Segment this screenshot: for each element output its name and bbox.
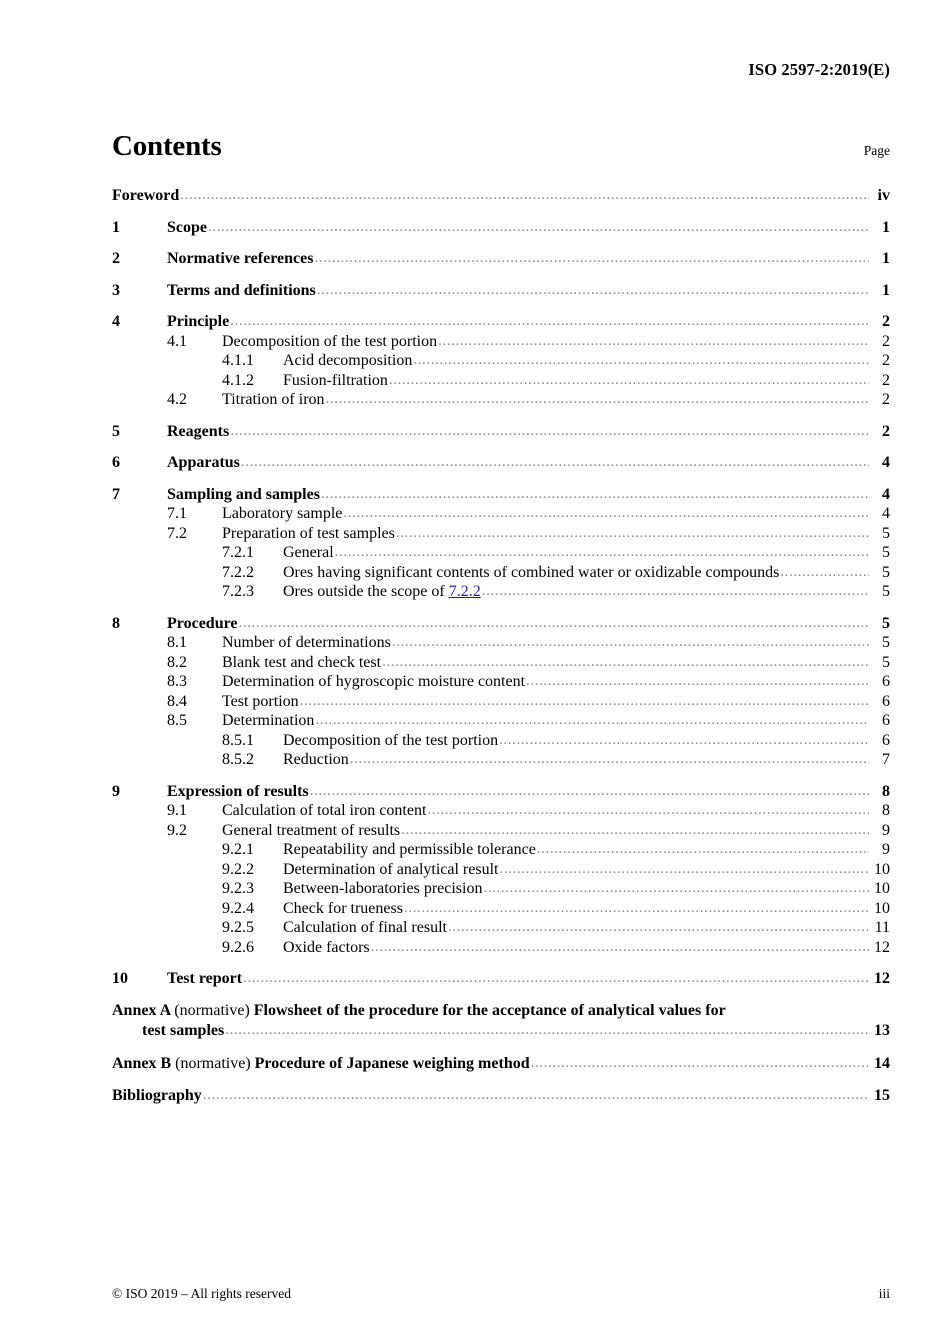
dot-leader (404, 901, 869, 916)
entry-number: 7.1 (167, 505, 187, 522)
entry-page-number: 7 (882, 751, 890, 768)
toc-entry-4-1-1[interactable] (112, 351, 890, 371)
entry-page-number: 1 (882, 281, 890, 299)
dot-leader (531, 1056, 869, 1071)
entry-page-number: 11 (874, 919, 890, 936)
entry-label: Preparation of test samples (222, 524, 395, 542)
page-title: Contents (112, 130, 222, 162)
entry-page-number: 9 (882, 821, 890, 839)
entry-page-number: 13 (874, 1022, 890, 1039)
dot-leader (499, 733, 869, 748)
entry-label: Apparatus (167, 454, 240, 471)
entry-page-number: 2 (882, 391, 890, 408)
toc-entry-8-2[interactable] (112, 653, 890, 673)
annex-a-title-line-2 (112, 1021, 890, 1042)
entry-number: 9.2 (167, 821, 187, 839)
dot-leader (321, 487, 869, 502)
entry-number: 8.5.2 (222, 751, 254, 768)
entry-number: 4.1.2 (222, 371, 254, 389)
entry-label: Decomposition of the test portion (283, 731, 499, 749)
toc-entry-4-1[interactable] (112, 332, 890, 352)
dot-leader (526, 674, 869, 689)
toc-entry-9-1[interactable] (112, 801, 890, 821)
entry-label: Determination of hygroscopic moisture content (222, 673, 526, 690)
entry-page-number: 2 (882, 371, 890, 389)
entry-page-number: 10 (874, 899, 890, 917)
annex-b-normative-tag: (normative) (175, 1054, 251, 1072)
toc-entry-8[interactable] (112, 614, 890, 634)
dot-leader (371, 940, 869, 955)
entry-page-number: 2 (882, 332, 890, 350)
entry-label: Principle (167, 313, 230, 330)
dot-leader (427, 803, 869, 818)
toc-entry-8-5-2[interactable] (112, 750, 890, 770)
entry-page-number: 6 (882, 731, 890, 749)
entry-number: 8.1 (167, 634, 187, 651)
annex-a-normative-tag: (normative) (174, 1001, 250, 1019)
entry-label: Number of determinations (222, 634, 391, 651)
entry-number: 2 (112, 250, 120, 267)
entry-page-number: 6 (882, 692, 890, 710)
toc-entry-5[interactable] (112, 422, 890, 442)
entry-number: 8.2 (167, 653, 187, 671)
copyright-notice: © ISO 2019 – All rights reserved (112, 1286, 291, 1301)
entry-label: Reagents (167, 422, 230, 440)
dot-leader (382, 655, 869, 670)
toc-entry-annex-b[interactable] (112, 1054, 890, 1075)
entry-number: 8.5.1 (222, 731, 254, 749)
entry-label: Reduction (283, 751, 349, 768)
entry-page-number: 10 (874, 880, 890, 897)
dot-leader (343, 506, 869, 521)
dot-leader (780, 565, 869, 580)
entry-page-number: 4 (882, 485, 890, 503)
toc-entry-8-5[interactable] (112, 711, 890, 731)
dot-leader (230, 314, 869, 329)
entry-page-number: 9 (882, 841, 890, 858)
entry-page-number: 1 (882, 218, 890, 236)
entry-label: Check for trueness (283, 899, 403, 917)
toc-entry-7-2[interactable] (112, 524, 890, 544)
dot-leader (315, 713, 869, 728)
annex-a-title-continuation: test samples (142, 1022, 225, 1039)
entry-label: Determination (222, 712, 315, 729)
entry-number: 5 (112, 422, 120, 440)
annex-b-prefix: Annex B (112, 1054, 176, 1072)
toc-entry-9[interactable] (112, 782, 890, 802)
annex-a-title-text: Flowsheet of the procedure for the acceptance of analytical values for (249, 1001, 726, 1019)
entry-number: 7.2.3 (222, 583, 254, 600)
dot-leader (243, 971, 869, 986)
entry-page-number: 5 (882, 563, 890, 581)
entry-label: Laboratory sample (222, 505, 343, 522)
entry-page-number: 6 (882, 673, 890, 690)
toc-entry-9-2[interactable] (112, 821, 890, 841)
entry-number: 4.1.1 (222, 352, 254, 369)
dot-leader (239, 616, 870, 631)
toc-entry-7-2-1[interactable] (112, 543, 890, 563)
entry-number: 9.2.2 (222, 860, 254, 878)
toc-entry-4-1-2[interactable] (112, 371, 890, 391)
entry-page-number: 12 (874, 938, 890, 956)
entry-label: Ores outside the scope of 7.2.2 (283, 583, 481, 600)
toc-entry-8-3[interactable] (112, 672, 890, 692)
entry-number: 7.2.1 (222, 544, 254, 561)
dot-leader (389, 373, 869, 388)
entry-page-number: 14 (874, 1054, 890, 1072)
toc-entry-7-2-2[interactable] (112, 563, 890, 583)
dot-leader (448, 920, 869, 935)
page-folio: iii (878, 1286, 890, 1301)
toc-entry-1[interactable] (112, 218, 890, 238)
dot-leader (230, 424, 869, 439)
entry-number: 8.5 (167, 712, 187, 729)
entry-number: 3 (112, 281, 120, 299)
toc-entry-annex-a[interactable] (112, 1001, 890, 1042)
document-header-id: ISO 2597-2:2019(E) (748, 60, 890, 79)
entry-page-number: 8 (882, 802, 890, 819)
entry-page-number: 1 (882, 250, 890, 267)
entry-number: 8.3 (167, 673, 187, 690)
entry-page-number: 12 (874, 970, 890, 987)
toc-entry-8-5-1[interactable] (112, 731, 890, 751)
entry-page-number: 5 (882, 583, 890, 600)
entry-label: Oxide factors (283, 938, 370, 956)
dot-leader (314, 251, 869, 266)
entry-page-number: 4 (882, 505, 890, 522)
page-column-label: Page (863, 143, 890, 158)
entry-page-number: 2 (882, 313, 890, 330)
entry-number: 9.2.4 (222, 899, 254, 917)
toc-entry-4[interactable] (112, 312, 890, 332)
entry-number: 9.1 (167, 802, 187, 819)
annex-b-title (112, 1054, 530, 1075)
entry-label: General treatment of results (222, 821, 401, 839)
entry-page-number: 5 (882, 634, 890, 651)
entry-label: Test report (167, 970, 243, 987)
entry-page-number: 5 (882, 544, 890, 561)
entry-label: General (283, 544, 334, 561)
entry-page-number: 5 (882, 653, 890, 671)
toc-entry-2[interactable] (112, 249, 890, 269)
annex-a-prefix: Annex A (112, 1001, 175, 1019)
entry-page-number: 10 (874, 860, 890, 878)
contents-title-row (112, 130, 890, 163)
entry-label: Expression of results (167, 782, 309, 800)
entry-label: Titration of iron (222, 391, 325, 408)
entry-label: Calculation of final result (283, 919, 447, 936)
dot-leader (401, 823, 869, 838)
toc-entry-9-2-4[interactable] (112, 899, 890, 919)
entry-number: 10 (112, 970, 128, 987)
dot-leader (326, 392, 869, 407)
dot-leader (537, 842, 869, 857)
dot-leader (317, 283, 869, 298)
entry-label: Blank test and check test (222, 653, 382, 671)
entry-number: 9 (112, 782, 120, 800)
entry-number: 4.1 (167, 332, 187, 350)
entry-label: Foreword (112, 187, 180, 204)
entry-number: 7 (112, 485, 120, 503)
entry-number: 9.2.5 (222, 919, 254, 936)
page-footer (112, 1286, 890, 1302)
dot-leader (241, 455, 869, 470)
entry-label: Repeatability and permissible tolerance (283, 841, 536, 858)
entry-label: Normative references (167, 250, 314, 267)
entry-label: Sampling and samples (167, 485, 320, 503)
entry-page-number: 15 (874, 1087, 890, 1104)
entry-page-number: 4 (882, 454, 890, 471)
entry-label: Determination of analytical result (283, 860, 499, 878)
toc-entry-6[interactable] (112, 453, 890, 473)
annex-b-title-text: Procedure of Japanese weighing method (250, 1054, 530, 1072)
entry-number: 1 (112, 218, 120, 236)
entry-number: 9.2.6 (222, 938, 254, 956)
toc-entry-8-1[interactable] (112, 633, 890, 653)
entry-label: Bibliography (112, 1087, 202, 1104)
entry-label: Ores having significant contents of combined water or oxidizable compounds (283, 563, 780, 581)
dot-leader (300, 694, 869, 709)
toc-entry-foreword[interactable] (112, 186, 890, 206)
entry-label: Decomposition of the test portion (222, 332, 438, 350)
toc-entry-10[interactable] (112, 969, 890, 989)
entry-number: 8.4 (167, 692, 187, 710)
toc-entry-9-2-3[interactable] (112, 879, 890, 899)
dot-leader (335, 545, 869, 560)
entry-label: Terms and definitions (167, 281, 316, 299)
entry-page-number: 2 (882, 422, 890, 440)
toc-entry-9-2-6[interactable] (112, 938, 890, 958)
toc-entry-9-2-2[interactable] (112, 860, 890, 880)
dot-leader (180, 188, 869, 203)
entry-number: 6 (112, 454, 120, 471)
entry-page-number: iv (877, 187, 890, 204)
toc-entry-7-2-3[interactable] (112, 582, 890, 602)
cross-reference-link[interactable]: 7.2.2 (448, 583, 481, 600)
dot-leader (413, 353, 869, 368)
dot-leader (208, 220, 869, 235)
entry-page-number: 2 (882, 352, 890, 369)
table-of-contents (112, 186, 890, 1107)
dot-leader (499, 862, 869, 877)
entry-number: 9.2.3 (222, 880, 254, 897)
toc-entry-9-2-1[interactable] (112, 840, 890, 860)
dot-leader (483, 881, 869, 896)
entry-number: 7.2 (167, 524, 187, 542)
entry-page-number: 6 (882, 712, 890, 729)
entry-page-number: 5 (882, 524, 890, 542)
toc-entry-8-4[interactable] (112, 692, 890, 712)
dot-leader (350, 752, 869, 767)
entry-label: Calculation of total iron content (222, 802, 427, 819)
entry-label: Acid decomposition (283, 352, 413, 369)
entry-number: 4.2 (167, 391, 187, 408)
entry-number: 7.2.2 (222, 563, 254, 581)
toc-entry-bibliography[interactable] (112, 1086, 890, 1107)
entry-page-number: 5 (882, 614, 890, 632)
entry-label: Between-laboratories precision (283, 880, 483, 897)
entry-number: 9.2.1 (222, 841, 254, 858)
toc-entry-7-1[interactable] (112, 504, 890, 524)
dot-leader (396, 526, 869, 541)
toc-entry-3[interactable] (112, 281, 890, 301)
dot-leader (310, 784, 869, 799)
dot-leader (482, 584, 869, 599)
toc-entry-7[interactable] (112, 485, 890, 505)
entry-label: Test portion (222, 692, 299, 710)
dot-leader (225, 1023, 869, 1038)
dot-leader (203, 1088, 869, 1103)
dot-leader (392, 635, 869, 650)
entry-label: Fusion-filtration (283, 371, 388, 389)
toc-entry-9-2-5[interactable] (112, 918, 890, 938)
entry-page-number: 8 (882, 782, 890, 800)
annex-a-title-line-1 (112, 1001, 890, 1022)
dot-leader (438, 334, 869, 349)
entry-label: Procedure (167, 614, 238, 632)
toc-entry-4-2[interactable] (112, 390, 890, 410)
entry-label: Scope (167, 218, 207, 236)
entry-number: 4 (112, 313, 120, 330)
entry-number: 8 (112, 614, 120, 632)
